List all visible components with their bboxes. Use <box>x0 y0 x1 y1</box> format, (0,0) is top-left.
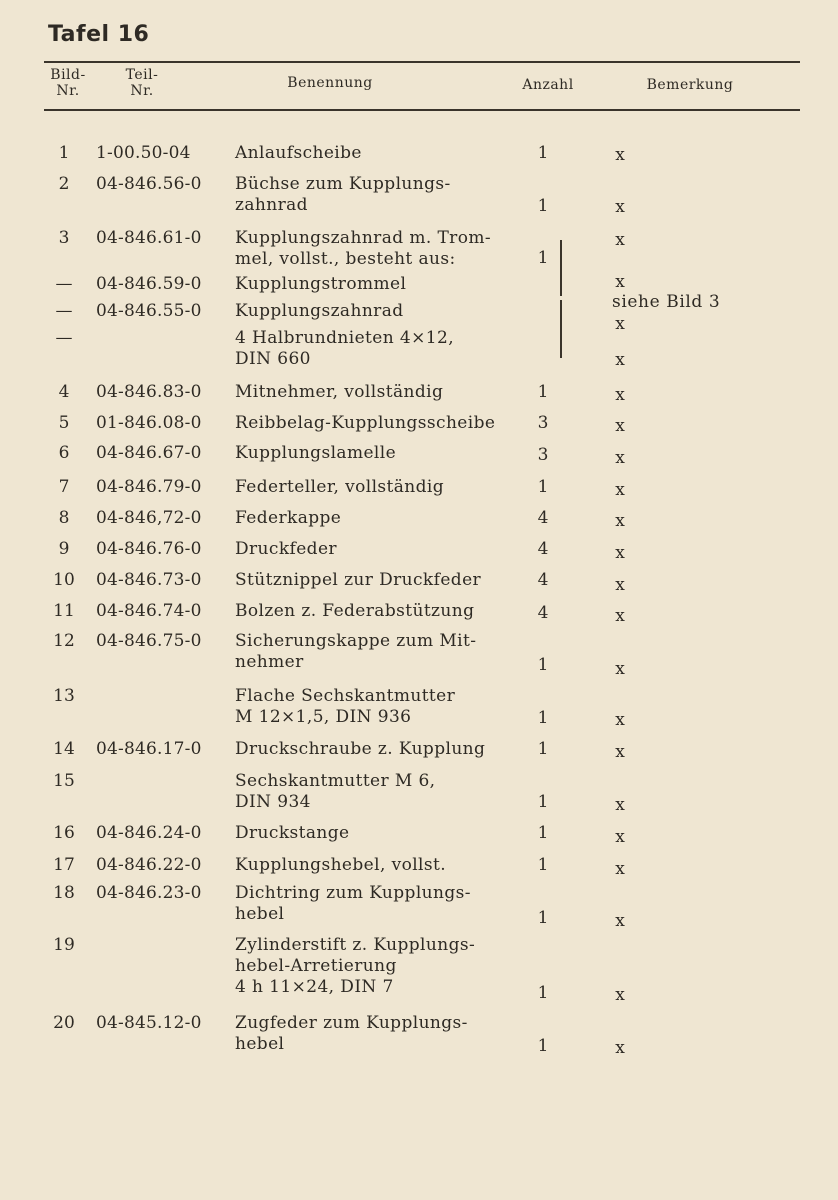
bemerkung: x <box>615 511 625 531</box>
benennung-line: hebel-Arretierung <box>235 956 397 976</box>
benennung <box>235 174 525 216</box>
teil-nr: 04-846.22-0 <box>96 855 202 875</box>
benennung-line: 4 h 11×24, DIN 7 <box>235 977 394 997</box>
benennung <box>235 1013 525 1055</box>
teil-nr: 04-846.55-0 <box>96 301 202 321</box>
bild-nr: 5 <box>58 413 70 433</box>
benennung-line: DIN 660 <box>235 349 311 369</box>
benennung-line: Kupplungslamelle <box>235 443 397 463</box>
benennung-line: Bolzen z. Federabstützung <box>235 601 475 621</box>
benennung-line: Kupplungstrommel <box>235 274 407 294</box>
anzahl: 1 <box>537 1036 549 1056</box>
benennung <box>235 539 525 560</box>
benennung <box>235 771 525 813</box>
page-title: Tafel 16 <box>48 22 150 47</box>
bemerkung: x <box>615 314 625 334</box>
bild-nr: 7 <box>58 477 70 497</box>
benennung-line: hebel <box>235 1034 285 1054</box>
benennung-line: Federkappe <box>235 508 342 528</box>
bemerkung: x <box>615 480 625 500</box>
bild-nr: 16 <box>53 823 75 843</box>
benennung <box>235 382 525 403</box>
bild-nr: 12 <box>53 631 75 651</box>
benennung-line: zahnrad <box>235 195 308 215</box>
teil-nr: 04-846,72-0 <box>96 508 202 528</box>
header-teil: Teil- Nr. <box>125 67 159 99</box>
benennung-line: Büchse zum Kupplungs- <box>235 174 451 194</box>
anzahl: 4 <box>537 539 549 559</box>
bild-nr: 2 <box>58 174 70 194</box>
benennung-line: Zugfeder zum Kupplungs- <box>235 1013 468 1033</box>
anzahl: 1 <box>537 908 549 928</box>
bild-nr: 10 <box>53 570 75 590</box>
anzahl: 1 <box>537 708 549 728</box>
anzahl: 1 <box>537 382 549 402</box>
header-benennung: Benennung <box>287 75 373 91</box>
bild-nr: — <box>55 274 73 294</box>
benennung-line: Kupplungszahnrad m. Trom- <box>235 228 492 248</box>
benennung-line: Stütznippel zur Druckfeder <box>235 570 482 590</box>
anzahl: 1 <box>537 983 549 1003</box>
benennung-line: mel, vollst., besteht aus: <box>235 249 456 269</box>
anzahl: 1 <box>537 855 549 875</box>
teil-nr: 04-845.12-0 <box>96 1013 202 1033</box>
group-note: siehe Bild 3 <box>612 292 721 312</box>
anzahl: 1 <box>537 143 549 163</box>
benennung-line: M 12×1,5, DIN 936 <box>235 707 412 727</box>
bild-nr: 9 <box>58 539 70 559</box>
benennung-line: Sicherungskappe zum Mit- <box>235 631 477 651</box>
benennung <box>235 274 525 295</box>
header-top-rule <box>44 61 800 63</box>
anzahl: 1 <box>537 477 549 497</box>
benennung <box>235 883 525 925</box>
benennung-line: Zylinderstift z. Kupplungs- <box>235 935 476 955</box>
bild-nr: 4 <box>58 382 70 402</box>
bild-nr: — <box>55 328 73 348</box>
benennung <box>235 823 525 844</box>
benennung-line: Druckfeder <box>235 539 337 559</box>
bild-nr: 19 <box>53 935 75 955</box>
benennung <box>235 228 525 270</box>
bemerkung: x <box>615 985 625 1005</box>
benennung <box>235 301 525 322</box>
bemerkung: x <box>615 1038 625 1058</box>
bemerkung: x <box>615 385 625 405</box>
bild-nr: 3 <box>58 228 70 248</box>
teil-nr: 1-00.50-04 <box>96 143 191 163</box>
anzahl: 1 <box>537 655 549 675</box>
header-anzahl: Anzahl <box>522 77 574 93</box>
teil-nr: 04-846.56-0 <box>96 174 202 194</box>
bild-nr: 6 <box>58 443 70 463</box>
bemerkung: x <box>615 230 625 250</box>
benennung-line: 4 Halbrundnieten 4×12, <box>235 328 454 348</box>
teil-nr: 04-846.24-0 <box>96 823 202 843</box>
benennung-line: DIN 934 <box>235 792 311 812</box>
bemerkung: x <box>615 859 625 879</box>
benennung-line: Kupplungszahnrad <box>235 301 404 321</box>
group-bracket-upper <box>552 240 562 296</box>
anzahl: 1 <box>537 196 549 216</box>
benennung-line: Dichtring zum Kupplungs- <box>235 883 471 903</box>
bild-nr: 14 <box>53 739 75 759</box>
benennung-line: Sechskantmutter M 6, <box>235 771 436 791</box>
bild-nr: 17 <box>53 855 75 875</box>
bild-nr: — <box>55 301 73 321</box>
benennung <box>235 631 525 673</box>
teil-nr: 01-846.08-0 <box>96 413 202 433</box>
anzahl: 1 <box>537 792 549 812</box>
anzahl: 1 <box>537 739 549 759</box>
anzahl: 4 <box>537 508 549 528</box>
benennung-line: Druckstange <box>235 823 350 843</box>
bemerkung: x <box>615 543 625 563</box>
anzahl: 1 <box>537 823 549 843</box>
bemerkung: x <box>615 659 625 679</box>
anzahl: 4 <box>537 570 549 590</box>
bemerkung: x <box>615 827 625 847</box>
bemerkung: x <box>615 606 625 626</box>
anzahl: 1 <box>537 248 549 268</box>
benennung <box>235 477 525 498</box>
benennung <box>235 935 525 998</box>
teil-nr: 04-846.59-0 <box>96 274 202 294</box>
benennung-line: Kupplungshebel, vollst. <box>235 855 447 875</box>
bemerkung: x <box>615 795 625 815</box>
bild-nr: 18 <box>53 883 75 903</box>
teil-nr: 04-846.83-0 <box>96 382 202 402</box>
anzahl: 4 <box>537 603 549 623</box>
bemerkung: x <box>615 448 625 468</box>
bemerkung: x <box>615 197 625 217</box>
bemerkung: x <box>615 416 625 436</box>
bemerkung: x <box>615 145 625 165</box>
benennung <box>235 686 525 728</box>
benennung-line: Druckschraube z. Kupplung <box>235 739 486 759</box>
teil-nr: 04-846.76-0 <box>96 539 202 559</box>
bild-nr: 11 <box>53 601 75 621</box>
teil-nr: 04-846.75-0 <box>96 631 202 651</box>
teil-nr: 04-846.73-0 <box>96 570 202 590</box>
anzahl: 3 <box>537 413 549 433</box>
header-bemerkung: Bemerkung <box>646 77 734 93</box>
benennung-line: Reibbelag-Kupplungsscheibe <box>235 413 496 433</box>
bild-nr: 1 <box>58 143 70 163</box>
benennung-line: Flache Sechskantmutter <box>235 686 456 706</box>
benennung <box>235 570 525 591</box>
bemerkung: x <box>615 575 625 595</box>
benennung <box>235 739 525 760</box>
bild-nr: 8 <box>58 508 70 528</box>
benennung <box>235 328 525 370</box>
group-bracket-lower <box>552 300 562 358</box>
benennung-line: nehmer <box>235 652 304 672</box>
teil-nr: 04-846.23-0 <box>96 883 202 903</box>
benennung-line: hebel <box>235 904 285 924</box>
bild-nr: 20 <box>53 1013 75 1033</box>
bemerkung: x <box>615 710 625 730</box>
teil-nr: 04-846.67-0 <box>96 443 202 463</box>
bild-nr: 15 <box>53 771 75 791</box>
teil-nr: 04-846.61-0 <box>96 228 202 248</box>
anzahl: 3 <box>537 445 549 465</box>
benennung-line: Anlaufscheibe <box>235 143 362 163</box>
teil-nr: 04-846.17-0 <box>96 739 202 759</box>
benennung <box>235 143 525 164</box>
bemerkung: x <box>615 911 625 931</box>
benennung <box>235 413 525 434</box>
header-bild: Bild- Nr. <box>50 67 86 99</box>
bemerkung: x <box>615 350 625 370</box>
bemerkung: x <box>615 742 625 762</box>
bild-nr: 13 <box>53 686 75 706</box>
benennung-line: Federteller, vollständig <box>235 477 445 497</box>
teil-nr: 04-846.74-0 <box>96 601 202 621</box>
bemerkung: x <box>615 272 625 292</box>
benennung-line: Mitnehmer, vollständig <box>235 382 444 402</box>
benennung <box>235 443 525 464</box>
teil-nr: 04-846.79-0 <box>96 477 202 497</box>
benennung <box>235 601 525 622</box>
benennung <box>235 508 525 529</box>
header-bottom-rule <box>44 109 800 111</box>
benennung <box>235 855 525 876</box>
